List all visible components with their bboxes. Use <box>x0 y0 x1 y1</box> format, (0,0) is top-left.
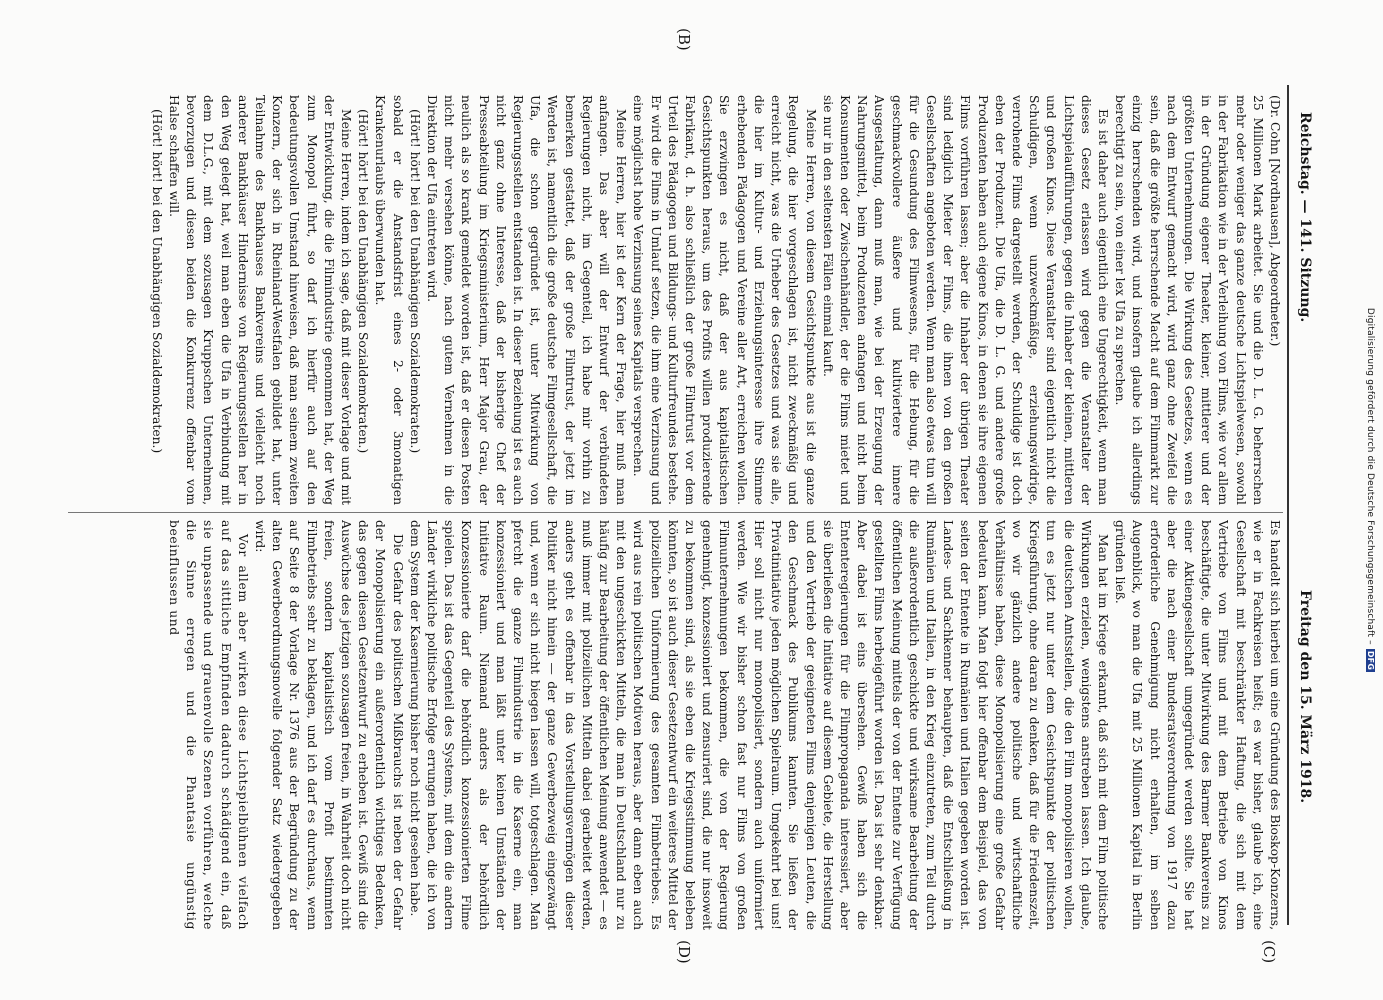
header-left: Reichstag. — 141. Sitzung. <box>1297 112 1313 323</box>
paragraph: Meine Herren, von diesem Gesichtspunkte aus ist die ganze Regelung, die hier vorgeschlagen ist, nicht zweckmäßig und erreicht nicht, was die Urheber des Gesetzes und was sie alle, die hier im Kultur- und Erziehungsinteresse ihre Stimme erhebenden Pädagogen und Vereine aller Art, erreichen wollen. Sie erzwingen es nicht, daß der aus kapitalistischen Gesichtspunkten heraus, um des Profits willen produzierende Fabrikant, d. h. also schließlich der große Filmtrust vor dem Urteil des Pädagogen und Bildungs- und Kulturfreundes bestehe. Er wird die Films in Umlauf setzen, die ihm eine Verzinsung und eine möglichst hohe Verzinsung seines Kapitals versprechen. <box>631 95 818 505</box>
paragraph: Man hat im Kriege erkannt, daß sich mit dem Film politische Wirkungen erzielen, wenigstens anstreben lassen. Ich glaube, die deutschen Amtsstellen, die den Film monopolisieren wollen, tun es jetzt nur unter dem Gesichtspunkte der politischen Kriegsführung, ohne daran zu denken, daß für die Friedenszeit, wo wir gänzlich andere politische und wirtschaftliche Verhältnisse haben, diese Monopolisierung eine große Gefahr bedeuten kann. Man folgt hier offenbar dem Beispiel, das von seiten der Entente in Rumänien und Italien gegeben worden ist. Landes- und Sachkenner behaupten, daß die Entschließung in Rumänien und Italien, in den Krieg einzutreten, zum Teil durch die außerordentlich geschickte und wirksame Bearbeitung der öffentlichen Meinung mittels der von der Entente zur Verfügung gestellten Films herbeigeführt worden ist. Das ist sehr denkbar. Aber dabei ist eins übersehen. Gewiß haben sich die Ententeregierungen für die Filmpropaganda interessiert, aber sie überließen die Initiative auf diesem Gebiete, die Herstellung und den Vertrieb der geeigneten Films denjenigen Leuten, die den Geschmack des Publikums kannten. Sie ließen der Privatinitiative jeden möglichen Spielraum. Umgekehrt bei uns! Hier soll nicht nur monopolisiert, sondern auch uniformiert werden. Wie wir bisher schon fast nur Films von großen Filmunternehmungen bekommen, die von der Regierung genehmigt, konzessioniert und zensuriert sind, die nur insoweit zu bekommen sind, als sie eben die Kriegsstimmung beleben könnten, so ist auch dieser Gesetzentwurf ein weiteres Mittel der polizeilichen Uniformierung des gesamten Filmbetriebes. Es wird aus rein politischen Motiven heraus, aber dann eben auch mit den ungeschickten Mitteln, die man in Deutschland nur zu häufig zur Bearbeitung der öffentlichen Meinung anwendet — es muß immer mit polizeilichen Mitteln dabei gearbeitet werden, anders geht es offenbar in das Vorstellungsvermögen dieser Politiker nicht hinein — der ganze Gewerbezweig eingezwängt und, wenn er sich nicht biegen lassen will, totgeschlagen. Man pfercht die ganze Filmindustrie in die Kaserne ein, man konzessioniert und man läßt unter keinen Umständen der Initiative Raum. Niemand anders als der behördlich Konzessionierte darf die behördlich konzessionierten Filme spielen. Das ist das Gegenteil des Systems, mit dem die andern Länder wirkliche politische Erfolge errungen haben, die ich von dem System der Kasernierung bisher noch nicht gesehen habe. <box>407 520 1110 930</box>
margin-marker-b: (B) <box>675 28 693 51</box>
paragraph: Es ist daher auch eigentlich eine Ungerechtigkeit, wenn man dieses Gesetz erlassen wird gegen die Veranstalter der Lichtspielaufführungen, gegen die Inhaber der kleinen, mittleren und großen Kinos. Diese Veranstalter sind eigentlich nicht die Schuldigen, wenn unzweckmäßige, erziehungswidrige, verrohende Films dargestellt werden, der Schuldige ist doch eben der Produzent. Die Ufa, die D. L. G. und andere große Produzenten haben auch eigene Kinos, in denen sie ihre eigenen Films vorführen lassen; aber die Inhaber der übrigen Theater sind lediglich Mieter der Films, die ihnen von den großen Gesellschaften angeboten werden. Wenn man also etwas tun will für die Gesundung des Filmwesens, für die Hebung, für die geschmackvollere äußere und kultiviertere innere Ausgestaltung, dann muß man, wie bei der Erzeugung der Nahrungsmittel, beim Produzenten anfangen und nicht beim Konsumenten oder Zwischenhändler, der die Films mietet und sie nur in den seltensten Fällen einmal kauft. <box>820 95 1110 505</box>
dfg-logo: DFG <box>1366 650 1375 671</box>
digitization-credit <box>1365 40 1375 940</box>
paragraph: sobald er die Anstandsfrist eines 2- oder 3monatigen Krankenurlaubs überwunden hat. <box>373 95 405 505</box>
paragraph: Die Gefahr des politischen Mißbrauchs ist neben der Gefahr der Monopolisierung ein außerordentlich wichtiges Bedenken, das gegen diesen Gesetzentwurf zu erheben ist. Gewiß sind die Auswüchse des jetzigen sozusagen freien, in Wahrheit doch nicht freien, sondern kapitalistisch vom Profit bestimmten Filmbetriebs sehr zu beklagen, und ich darf es durchaus, wenn auf Seite 8 der Vorlage Nr. 1376 aus der Begründung zu der alten Gewerbeordnungsnovelle folgender Satz wiedergegeben wird: <box>253 520 405 930</box>
interjection: (Hört! hört! bei den Unabhängigen Sozialdemokraten.) <box>407 109 422 454</box>
speaker-line: (Dr. Cohn [Nordhausen], Abgeordneter.) <box>1268 95 1282 347</box>
header-right: Freitag den 15. März 1918. <box>1297 590 1313 804</box>
credit-text: Digitalisierung gefördert durch die Deutsche Forschungsgemeinschaft – <box>1365 307 1375 645</box>
column-divider <box>68 512 1283 513</box>
paragraph: Es handelt sich hierbei um eine Gründung des Bioskop-Konzerns, wie er in Fachkreisen heißt; es war bisher, glaube ich, eine Gesellschaft mit beschränkter Haftung, die sich mit dem Vertriebe von Films und mit dem Betriebe von Kinos beschäftigte, die unter Mitwirkung des Barmer Bankvereins zu einer Aktiengesellschaft umgegründet werden sollte. Sie hat aber die nach einer Bundesratsverordnung von 1917 dazu erforderliche Genehmigung nicht erhalten, im selben Augenblick, wo man die Ufa mit 25 Millionen Kapital in Berlin gründen ließ. <box>1113 520 1282 930</box>
interjection: (Hört! hört! bei den Unabhängigen Sozialdemokraten.) <box>149 109 164 454</box>
margin-marker-c: (C) <box>1260 940 1278 964</box>
paragraph: Vor allem aber wirken diese Lichtspielbühnen vielfach auf das sittliche Empfinden dadurch schädigend ein, daß sie unpassende und grauenvolle Szenen vorführen, welche die Sinne erregen und die Phantasie ungünstig beeinflussen und <box>167 520 250 930</box>
header-rule <box>1287 85 1289 925</box>
margin-marker-d: (D) <box>675 940 693 964</box>
column-left <box>68 95 1283 505</box>
paragraph: Meine Herren, indem ich sage, daß mit dieser Vorlage und mit der Entwicklung, die die Filmindustrie genommen hat, der Weg zum Monopol führt, so darf ich hierfür auch auf den bedeutungsvollen Umstand hinweisen, daß man seinem zweiten Konzern, der sich in Rheinland-Westfalen gebildet hat, unter Teilnahme des Bankhauses Bankvereins und vielleicht noch anderer Bankhäuser Hindernisse von Regierungsstellen her in den Weg gelegt hat, weil man eben die Ufa in Verbindung mit dem D.L.G., mit dem sozusagen Kruppschen Unternehmen, bevorzugen und diesen beiden die Konkurrenz offenbar vom Halse schaffen will. <box>167 95 354 505</box>
interjection: (Hört! hört! bei den Unabhängigen Sozialdemokraten.) <box>356 109 371 454</box>
paragraph: 25 Millionen Mark arbeitet. Sie und die D. L. G. beherrschen mehr oder weniger das ganze deutsche Lichtspielwesen, sowohl in der Fabrikation wie in der Verleihung von Films, wie vor allem in der Gründung eigener Theater, kleiner, mittlerer und der größten Unternehmungen. Die Wirkung des Gesetzes, wenn es nach dem Entwurf gemacht wird, wird ganz ohne Zweifel die sein, daß die größte herrschende Macht auf dem Filmmarkt zur einzig herrschenden wird, und insofern glaube ich allerdings berechtigt zu sein, von einer lex Ufa zu sprechen. <box>1113 95 1265 505</box>
paragraph: Meine Herren, hier ist der Kern der Frage, hier muß man anfangen. Das aber will der Entwurf der verbündeten Regierungen nicht, im Gegenteil, ich habe mir vorhin zu bemerken gestattet, daß der große Filmtrust, der jetzt im Werden ist, namentlich die große deutsche Filmgesellschaft, die Ufa, die schon gegründet ist, unter Mitwirkung von Regierungsstellen entstanden ist. In dieser Beziehung ist es auch nicht ganz ohne Interesse, daß der bisherige Chef der Presseabteilung im Kriegsministerium, Herr Major Grau, der neulich als so krank gemeldet worden ist, daß er diesen Posten nicht mehr versehen könne, nach gutem Vernehmen in die Direktion der Ufa eintreten wird. <box>425 95 629 505</box>
column-right <box>68 520 1283 930</box>
